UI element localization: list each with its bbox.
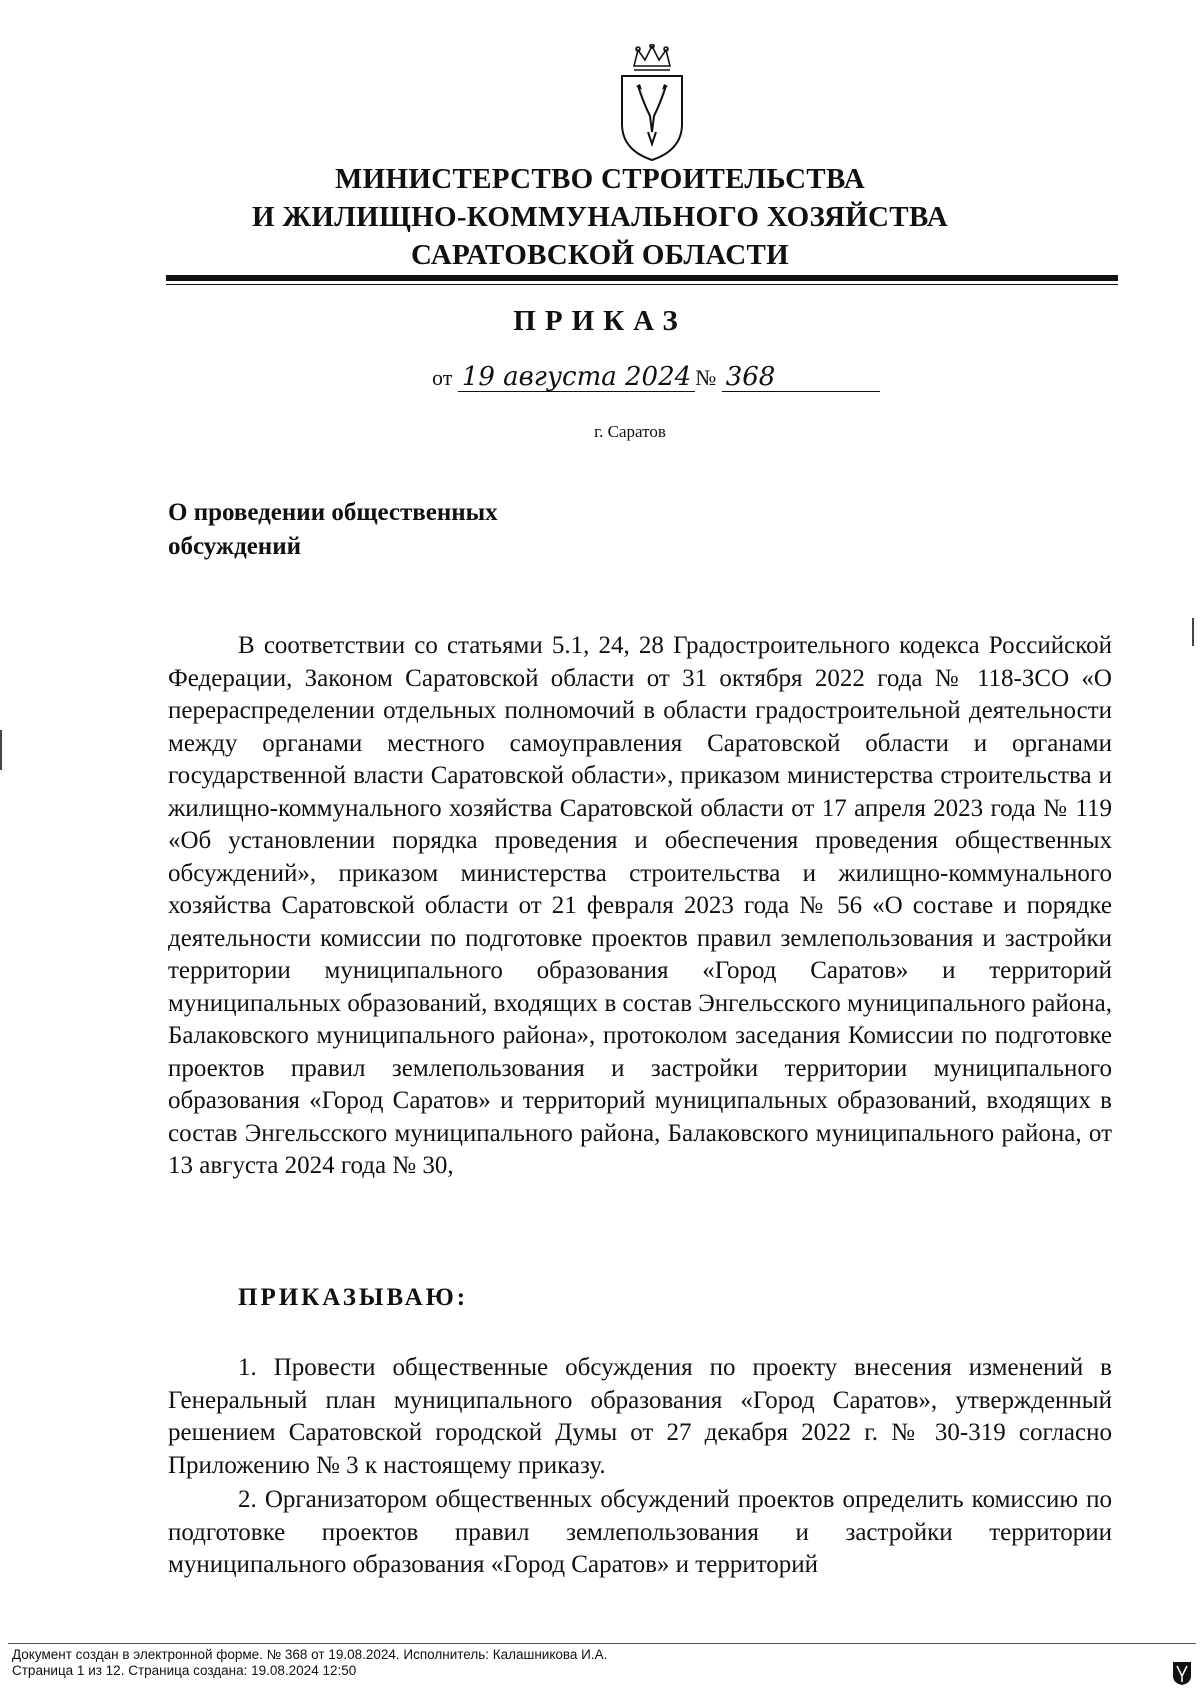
order-directive: ПРИКАЗЫВАЮ: xyxy=(238,1284,469,1311)
subject-line-2: обсуждений xyxy=(168,533,302,560)
document-type: ПРИКАЗ xyxy=(513,305,687,337)
ministry-title xyxy=(0,160,1200,274)
order-item-1: 1. Провести общественные обсуждения по проекту внесения изменений в Генеральный план муниципального образования «Город Саратов», утвержденный решением Саратовской городской Думы от 27 декабря 2022 г. № 30-319 согласно Приложению № 3 к настоящему приказу. xyxy=(168,1354,1112,1479)
preamble-block xyxy=(168,630,1112,1183)
scan-edge-mark xyxy=(0,730,2,770)
handwritten-date: 19 августа 2024 xyxy=(458,363,695,392)
ministry-title-line-2: И ЖИЛИЩНО-КОММУНАЛЬНОГО ХОЗЯЙСТВА xyxy=(251,201,949,233)
footer-line-2: Страница 1 из 12. Страница создана: 19.08.2024 12:50 xyxy=(12,1663,357,1678)
order-item-2: 2. Организатором общественных обсуждений проектов определить комиссию по подготовке проектов правил землепользования и застройки территории муниципального образования «Город Саратов» и территорий xyxy=(168,1486,1112,1578)
ministry-title-line-3: САРАТОВСКОЙ ОБЛАСТИ xyxy=(411,239,789,271)
ministry-title-line-1: МИНИСТЕРСТВО СТРОИТЕЛЬСТВА xyxy=(334,163,866,195)
handwritten-number: 368 xyxy=(722,363,880,392)
subject-line-1: О проведении общественных xyxy=(168,499,498,526)
saratov-emblem-small-icon xyxy=(1172,1660,1192,1686)
order-date-line xyxy=(432,363,880,392)
date-prefix: от xyxy=(432,365,453,390)
header-divider-thick xyxy=(166,275,1118,281)
footer-stamp xyxy=(12,1647,607,1679)
footer-divider xyxy=(8,1643,1196,1644)
scan-edge-mark xyxy=(1192,618,1194,646)
order-items xyxy=(168,1352,1112,1584)
saratov-coat-of-arms-icon xyxy=(612,44,692,162)
city-name: г. Саратов xyxy=(594,422,666,441)
order-subject xyxy=(168,496,588,564)
footer-line-1: Документ создан в электронной форме. № 368 от 19.08.2024. Исполнитель: Калашникова И.А. xyxy=(12,1647,608,1662)
header-divider-thin xyxy=(166,284,1118,285)
preamble-paragraph: В соответствии со статьями 5.1, 24, 28 Градостроительного кодекса Российской Федерации, Законом Саратовской области от 31 октября 2022 года № 118-ЗСО «О перераспределении отдельных полномочий в области градостроительной деятельности между органами местного самоуправления Саратовской области и органами государственной власти Саратовской области», приказом министерства строительства и жилищно-коммунального хозяйства Саратовской области от 17 апреля 2023 года № 119 «Об установлении порядка проведения и обеспечения проведения общественных обсуждений», приказом министерства строительства и жилищно-коммунального хозяйства Саратовской области от 21 февраля 2023 года № 56 «О составе и порядке деятельности комиссии по подготовке проектов правил землепользования и застройки территории муниципального образования «Город Саратов» и территорий муниципальных образований, входящих в состав Энгельсского муниципального района, Балаковского муниципального района», протоколом заседания Комиссии по подготовке проектов правил землепользования и застройки территории муниципального образования «Город Саратов» и территорий муниципальных образований, входящих в состав Энгельсского муниципального района, Балаковского муниципального района, от 13 августа 2024 года № 30, xyxy=(168,632,1112,1179)
number-prefix: № xyxy=(695,365,717,390)
